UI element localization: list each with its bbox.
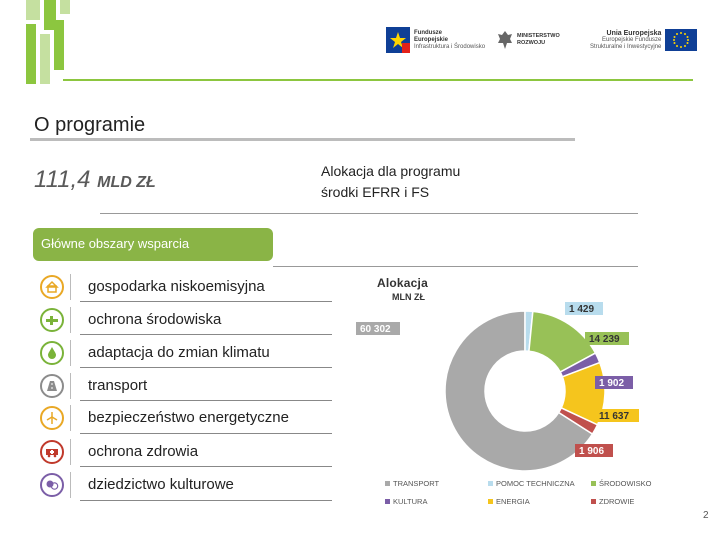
logo-ue-line3: Strukturalne i Inwestycyjne — [590, 43, 662, 50]
data-label — [595, 409, 639, 422]
header-decoration — [0, 0, 70, 92]
allocation-title — [321, 161, 460, 203]
data-label — [575, 444, 613, 457]
row-separator — [70, 472, 71, 498]
divider — [100, 213, 638, 214]
theater-masks-icon — [40, 473, 64, 497]
row-divider — [80, 500, 332, 501]
legend-item — [385, 497, 427, 506]
budget-value: 111,4 — [34, 166, 91, 193]
data-label — [356, 322, 400, 335]
svg-text:1 429: 1 429 — [569, 304, 595, 315]
svg-text:1 902: 1 902 — [599, 378, 625, 389]
legend-item — [591, 479, 652, 488]
row-separator — [70, 405, 71, 431]
logo-ministerstwo — [496, 20, 560, 60]
area-label: ochrona środowiska — [88, 311, 222, 328]
divider — [273, 266, 638, 267]
logo-unia-europejska — [590, 20, 697, 60]
road-icon — [40, 374, 64, 398]
row-separator — [70, 340, 71, 366]
wind-turbine-icon — [40, 406, 64, 430]
logo-fe-line2: Europejskie — [414, 36, 449, 43]
svg-text:11 637: 11 637 — [599, 411, 630, 422]
chart-unit: MLN ZŁ — [392, 292, 425, 302]
data-label — [595, 376, 633, 389]
ambulance-icon — [40, 440, 64, 464]
area-label: gospodarka niskoemisyjna — [88, 278, 265, 295]
svg-text:ZDROWIE: ZDROWIE — [599, 497, 635, 506]
legend-item — [385, 479, 440, 488]
svg-text:14 239: 14 239 — [589, 334, 620, 345]
row-divider — [80, 334, 332, 335]
logo-fe-line3: Infrastruktura i Środowisko — [414, 43, 486, 50]
chart-title: Alokacja — [377, 276, 428, 290]
svg-text:KULTURA: KULTURA — [393, 497, 428, 506]
environment-icon — [40, 308, 64, 332]
logo-fundusze-europejskie — [386, 20, 485, 60]
row-separator — [70, 307, 71, 333]
allocation-title-line1: Alokacja dla programu — [321, 163, 461, 179]
page-title: O programie — [34, 114, 146, 136]
support-areas-header: Główne obszary wsparcia — [33, 228, 273, 261]
area-label: ochrona zdrowia — [88, 443, 199, 460]
row-divider — [80, 367, 332, 368]
legend-item — [488, 479, 575, 488]
fe-star-icon — [386, 27, 410, 53]
eagle-icon — [496, 29, 514, 51]
svg-text:TRANSPORT: TRANSPORT — [393, 479, 440, 488]
page-number: 2 — [703, 510, 709, 521]
legend-item — [488, 497, 530, 506]
allocation-donut-chart — [340, 268, 700, 528]
area-label: transport — [88, 377, 148, 394]
allocation-title-line2: środki EFRR i FS — [321, 184, 430, 200]
logo-min-line1: MINISTERSTWO — [517, 33, 560, 39]
water-drop-icon — [40, 341, 64, 365]
svg-text:ENERGIA: ENERGIA — [496, 497, 530, 506]
svg-text:ŚRODOWISKO: ŚRODOWISKO — [599, 479, 652, 488]
low-emission-icon — [40, 275, 64, 299]
eu-flag-icon — [665, 29, 697, 51]
header-divider — [63, 79, 693, 81]
row-separator — [70, 439, 71, 465]
row-separator — [70, 274, 71, 300]
data-label — [585, 332, 629, 345]
data-label — [565, 302, 603, 315]
logo-ue-line1: Unia Europejska — [606, 29, 662, 37]
logo-min-line2: ROZWOJU — [517, 40, 546, 46]
legend-item — [591, 497, 634, 506]
budget-unit: MLD ZŁ — [97, 174, 156, 191]
logo-fe-line1: Fundusze — [414, 29, 442, 36]
row-divider — [80, 433, 332, 434]
svg-text:POMOC TECHNICZNA: POMOC TECHNICZNA — [496, 479, 575, 488]
area-label: bezpieczeństwo energetyczne — [88, 409, 289, 426]
logo-ue-line2: Europejskie Fundusze — [602, 36, 662, 43]
row-divider — [80, 301, 332, 302]
title-underline — [30, 138, 575, 141]
area-label: dziedzictwo kulturowe — [88, 476, 234, 493]
row-divider — [80, 400, 332, 401]
row-separator — [70, 373, 71, 399]
area-label: adaptacja do zmian klimatu — [88, 344, 270, 361]
svg-text:1 906: 1 906 — [579, 446, 605, 457]
budget-total — [34, 166, 156, 194]
svg-text:60 302: 60 302 — [360, 324, 391, 335]
row-divider — [80, 466, 332, 467]
